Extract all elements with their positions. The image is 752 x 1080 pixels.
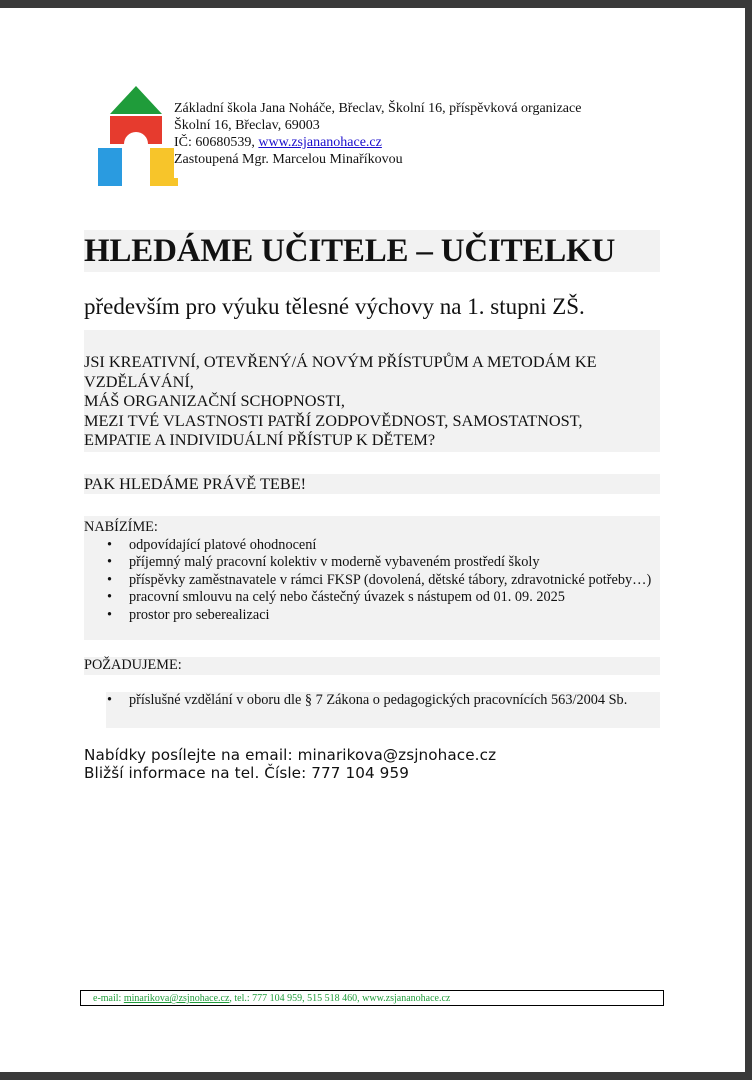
requirements-list: [106, 692, 660, 710]
page-title: HLEDÁME UČITELE – UČITELKU: [84, 230, 660, 272]
list-item: • příjemný malý pracovní kolektiv v moderně vybaveném prostředí školy: [129, 554, 660, 572]
offer-section: [84, 516, 660, 640]
questions-block: [84, 330, 660, 452]
contact-phone-line: Bližší informace na tel. Čísle: 777 104 959: [84, 764, 409, 782]
header-ico: IČ: 60680539,: [174, 135, 259, 150]
page-footer: [80, 990, 664, 1006]
question-line-3: MÁŠ ORGANIZAČNÍ SCHOPNOSTI,: [84, 391, 345, 410]
call-to-action: PAK HLEDÁME PRÁVĚ TEBE!: [84, 474, 660, 494]
logo-right-base: [150, 178, 178, 186]
logo-roof: [110, 86, 162, 114]
page-subtitle: především pro výuku tělesné výchovy na 1. stupni ZŠ.: [84, 294, 585, 319]
requirements-section: [106, 692, 660, 728]
contact-block: [84, 746, 496, 782]
footer-prefix: e-mail:: [93, 993, 124, 1004]
list-item: • odpovídající platové ohodnocení: [129, 537, 660, 555]
header-line-1: Základní škola Jana Noháče, Břeclav, Školní 16, příspěvková organizace: [174, 101, 582, 116]
document-page: [0, 8, 745, 1072]
list-item: • pracovní smlouvu na celý nebo částečný úvazek s nástupem od 01. 09. 2025: [129, 589, 660, 607]
logo-left-base: [98, 178, 122, 186]
contact-email-line: Nabídky posílejte na email: minarikova@zsjnohace.cz: [84, 746, 497, 764]
header-line-2: Školní 16, Břeclav, 69003: [174, 118, 320, 133]
question-line-4: MEZI TVÉ VLASTNOSTI PATŘÍ ZODPOVĚDNOST, SAMOSTATNOST,: [84, 410, 583, 430]
list-item: • příspěvky zaměstnavatele v rámci FKSP (dovolená, dětské tábory, zdravotnické potřeby…): [129, 572, 660, 590]
question-line-1: JSI KREATIVNÍ, OTEVŘENÝ/Á NOVÝM PŘÍSTUPŮM A METODÁM KE: [84, 352, 597, 371]
question-line-5: EMPATIE A INDIVIDUÁLNÍ PŘÍSTUP K DĚTEM?: [84, 430, 436, 449]
school-header: [174, 100, 581, 168]
footer-email-link[interactable]: minarikova@zsjnohace.cz: [123, 993, 230, 1004]
footer-rest: , tel.: 777 104 959, 515 518 460, www.zsjananohace.cz: [229, 993, 451, 1004]
logo-arch: [110, 116, 162, 144]
question-line-2: VZDĚLÁVÁNÍ,: [84, 371, 194, 391]
offer-label: NABÍZÍME:: [84, 519, 158, 535]
header-line-3: [174, 134, 581, 151]
school-logo: [96, 78, 180, 188]
offer-list: [84, 537, 660, 625]
list-item: • příslušné vzdělání v oboru dle § 7 Zákona o pedagogických pracovnících 563/2004 Sb.: [129, 692, 660, 710]
school-website-link[interactable]: www.zsjananohace.cz: [258, 135, 382, 150]
list-item: • prostor pro seberealizaci: [129, 607, 660, 625]
requirements-label: POŽADUJEME:: [84, 657, 660, 675]
header-line-4: Zastoupená Mgr. Marcelou Minaříkovou: [174, 152, 403, 167]
